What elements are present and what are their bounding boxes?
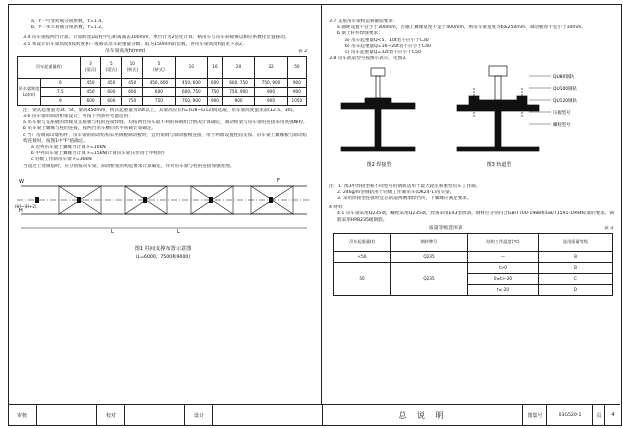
column-mark xyxy=(77,197,81,203)
column-mark xyxy=(209,197,213,203)
drawing-sheet xyxy=(8,4,622,426)
table-header: 20 xyxy=(222,56,254,78)
figure-2-3-rail-sections xyxy=(329,62,617,180)
table-cell: 900 xyxy=(255,87,287,96)
table-cell: 750 xyxy=(122,96,143,105)
paragraph-4-1: 4.1 吊车梁采用Q235钢，螺栓采用Q235钢，焊条采用E43型焊条。钢材应分别符合GB/T700-1988和GB/T1591-1994标准的要求，钢筋采用HPB235级钢筋。 xyxy=(337,211,614,223)
table-cell: t≤-20 xyxy=(468,284,539,295)
note-line: 3. 采用焊接型连接时宜在轨道两侧加焊挡块，下翼缘应满足要求。 xyxy=(337,196,472,202)
table-cell: 600 xyxy=(80,96,101,105)
column-mark xyxy=(143,197,147,203)
table-cell: 450 xyxy=(101,78,122,87)
list-item: a 边列吊车梁上翼缘力计算 F=10kN xyxy=(31,145,106,151)
table-cell: 750 xyxy=(143,96,175,105)
table-header: 50 xyxy=(287,56,306,78)
table-cell: 50 xyxy=(334,262,391,295)
rail-label: QU100钢轨 xyxy=(553,87,577,93)
table-cell: 900 xyxy=(287,87,306,96)
paragraph-3-8: 3.8 吊车轨道型号按图示表示，见图3。 xyxy=(329,56,410,62)
table-cell: 6 xyxy=(41,78,81,87)
label-w: W xyxy=(19,178,24,185)
table-2 xyxy=(17,56,307,106)
page-label: 页 xyxy=(592,405,605,425)
table-header: 吊车起重量(t) xyxy=(334,233,391,251)
list-item: a) 吊车起重量Q<5、10t者不应小于C30 xyxy=(345,37,429,43)
table-cell: 600 xyxy=(101,87,122,96)
rail-label: QU80钢轨 xyxy=(553,75,575,81)
review-label: 审核 xyxy=(16,412,27,419)
table-2-title: 吊车梁高度h(mm) xyxy=(105,48,146,54)
beam-web xyxy=(375,109,381,147)
figure-1-caption: 图1 柱间支撑布置示意图 xyxy=(134,245,192,252)
table-cell: Q235 xyxy=(391,251,468,262)
leader-lines xyxy=(529,76,551,124)
table-cell: 900 xyxy=(287,78,306,87)
right-column xyxy=(329,5,617,296)
table-cell: 9 xyxy=(41,96,81,105)
item-a: a 轴距设置不宜小于300mm，若轴上翼缘宽度不足于400mm，则吊车梁宽度为b≥250mm，制动板厚不宜小于10mm。 xyxy=(337,25,586,31)
review-signature xyxy=(36,405,97,425)
paragraph-3-5: 3.5 本设计吊车梁高度h按跨度和一般移式吊车轮重量分级，取为150mm的倍数。各吊车梁高度h值见下表2。 xyxy=(23,41,247,47)
table-header: 吊车起重量(t) xyxy=(18,56,81,78)
beam-flange xyxy=(457,105,539,111)
table-header: 10 (桥式) xyxy=(122,56,143,78)
item-a: a 吊车梁与支座板的焊缝及支座板与柱的连接焊缝，均按两台吊车最不利的荷载组合情况计算确定，制动桁架与吊车梁的连接采用高强螺栓。 xyxy=(23,120,308,126)
table-cell: 900 xyxy=(255,96,287,105)
title-block xyxy=(8,404,620,425)
list-item: b 中列吊车梁上翼缘力计算 F=15kN(计算吊车轮压作用于中柱时) xyxy=(31,151,165,157)
item-b: b 梁上杆件焊缝要求： xyxy=(337,31,383,37)
table-cell: 450 xyxy=(80,87,101,96)
page-number: 4 xyxy=(604,405,621,425)
table-cell: D xyxy=(539,284,613,295)
rail-foot xyxy=(479,100,517,105)
table-cell: 7.5 xyxy=(41,87,81,96)
table-cell: <50 xyxy=(334,251,391,262)
rail-web xyxy=(495,76,501,100)
rail-foot xyxy=(365,98,391,103)
table-cell: 450 xyxy=(122,78,143,87)
drawing-no: 03G520-1 xyxy=(546,405,593,425)
welded-rail-section xyxy=(341,68,415,151)
table-header: 结构工作温度(℃) xyxy=(468,233,539,251)
note-line: 2. 24kg/m型钢轨用于轻级工作制吊车(DK24-1)吊车梁。 xyxy=(337,189,455,195)
table-cell: 450 xyxy=(80,78,101,87)
list-item: c 轻级工作制吊车梁 F=30kN xyxy=(31,157,92,163)
figure-1-bracing-diagram xyxy=(15,170,311,266)
table-cell: 900 xyxy=(222,96,254,105)
text-line: b、Y一永久荷载分项系数，Y=1.2。 xyxy=(31,25,106,31)
column-divider xyxy=(321,5,322,405)
rail-label: 螺栓型号 xyxy=(553,123,571,129)
label-f: F xyxy=(277,177,280,184)
paragraph-3-6: 3.6 吊车梁的制动桁架设计，可按下列条件考虑选用： xyxy=(23,114,133,120)
table-cell: B xyxy=(539,251,613,262)
table-cell: C xyxy=(539,273,613,284)
table-cell: 750, 900 xyxy=(175,96,207,105)
table-cell: 600 xyxy=(208,78,223,87)
table-cell: 900 xyxy=(208,96,223,105)
label-l: L xyxy=(177,228,180,235)
list-item: c) 吊车起重量Q=32t者不应小于C50 xyxy=(345,50,421,56)
item-c: c 当厂房端部山墙构件，吊车梁的制动结构采用钢板制动板时，宜用角钢与制动板相连接，用于两端设置柱间支撑。吊车梁上翼缘板与制动结构连接时，按图1中"F"值确定。 xyxy=(23,132,308,144)
column-mark xyxy=(269,197,273,203)
left-column xyxy=(15,5,311,269)
rail-head xyxy=(371,68,385,76)
rail-label: QU120钢轨 xyxy=(553,99,577,105)
table-cell: 0≥t>-20 xyxy=(468,273,539,284)
paragraph-after: 当超过上述限值时，应分别按吊车梁、制动桁架的构造要求计算确定，并对吊车梁与柱的连接加强处理。 xyxy=(23,163,235,169)
table-header: 钢材牌号 xyxy=(391,233,468,251)
table-2-note: 注：梁式起重量为3t、5t，梁高450mm，桥式起重量为10t以上，其梁高应在h=(L/8~L/12)间选取，吊车梁高度值见表(12.5、30)。 xyxy=(23,107,297,113)
table-header: 16 xyxy=(208,56,223,78)
table-cell: B xyxy=(539,262,613,273)
table-cell: 750, 900 xyxy=(255,78,287,87)
rail-head xyxy=(489,66,507,76)
beam-bottom-flange xyxy=(457,147,539,151)
beam-web xyxy=(495,111,501,147)
row-label: 吊车梁跨度Lo(m) xyxy=(18,78,41,105)
rail-label: 压板型号 xyxy=(553,111,571,117)
drawing-no-label: 图集号 xyxy=(522,405,547,425)
check-signature xyxy=(124,405,185,425)
item-b: b 吊车梁上翼缘与柱的连接，按两台吊车横向水平荷载计算确定。 xyxy=(23,126,157,132)
section-4-heading: 4 材料 xyxy=(329,205,343,211)
design-signature xyxy=(212,405,323,425)
table-3-number: 表 3 xyxy=(604,225,613,231)
sheet-title: 总 说 明 xyxy=(322,405,523,425)
table-3-title: 质量等级选用表 xyxy=(429,225,463,231)
table-header: 3 (梁式) xyxy=(80,56,101,78)
table-cell: 1050 xyxy=(287,96,306,105)
table-cell: 600, 750 xyxy=(222,78,254,87)
table-header: 32 xyxy=(255,56,287,78)
table-cell: 450, 600 xyxy=(175,78,207,87)
check-label: 校对 xyxy=(96,405,125,425)
table-cell: 450, 600 xyxy=(143,78,175,87)
table-cell: 600, 750 xyxy=(175,87,207,96)
design-label: 设计 xyxy=(184,405,213,425)
list-item: b) 吊车起重量Q=16~20t者不应小于C40 xyxy=(345,43,431,49)
table-cell: 750 xyxy=(208,87,223,96)
label-axis: (H)~(H+2) xyxy=(15,203,37,209)
figure-3-caption: 图3 轨道型 xyxy=(486,162,512,169)
label-h: H xyxy=(19,207,23,214)
table-3 xyxy=(333,233,613,296)
table-cell: 600 xyxy=(122,87,143,96)
table-header: 选用质量等级 xyxy=(539,233,613,251)
beam-flange xyxy=(341,103,415,109)
table-header: 5 (桥式) xyxy=(143,56,175,78)
table-cell: 600 xyxy=(143,87,175,96)
table-cell: 600 xyxy=(101,96,122,105)
table-cell: Q235 xyxy=(391,262,468,295)
figure-1-subcaption: (L=6000、7500和9000) xyxy=(135,254,191,260)
table-2-number: 表 2 xyxy=(298,48,307,54)
table-header: 5 (梁式) xyxy=(101,56,122,78)
table-cell: — xyxy=(468,251,539,262)
table-cell: t>0 xyxy=(468,262,539,273)
table-header: 10 xyxy=(175,56,207,78)
beam-bottom-flange xyxy=(341,147,415,151)
paragraph-3-4: 3.4 吊车梁按两台计算。计算跨度L取柱中心距离减去100mm，单台计为2倍化计算，格吊车与吊车荷载乘以相应系数化位置移动。 xyxy=(23,35,290,41)
text-line: a、Y一可变荷载分项系数，Y=1.4。 xyxy=(31,19,106,24)
note-line: 注：1. 图3中焊接型和不同型号的钢轨适用于最大轮压和重型吊车工作制。 xyxy=(329,183,481,189)
figure-2-caption: 图2 焊接型 xyxy=(366,162,392,169)
bolted-rail-section xyxy=(457,66,539,151)
table-cell: 750, 900 xyxy=(222,87,254,96)
column-mark xyxy=(35,197,39,203)
label-l: L xyxy=(111,228,114,235)
rail-web xyxy=(376,76,380,98)
paragraph-3-7: 3.7 支座吊车梁构造和截面要求： xyxy=(329,19,398,24)
